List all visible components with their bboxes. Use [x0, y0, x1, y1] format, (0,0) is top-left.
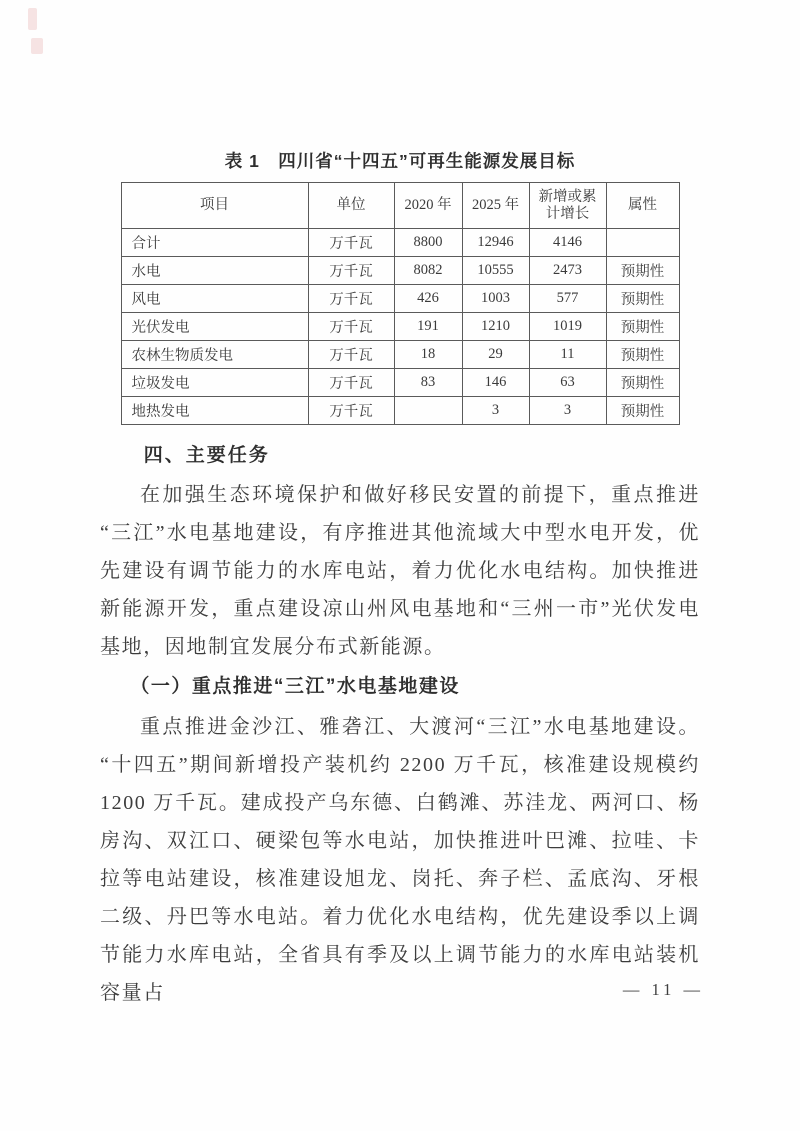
table-row [121, 285, 679, 313]
cell-growth: 11 [529, 341, 606, 369]
scan-artifact-mark [28, 8, 37, 30]
page-number: — 11 — [622, 980, 704, 999]
table-row [121, 397, 679, 425]
cell-unit: 万千瓦 [308, 369, 394, 397]
cell-attr: 预期性 [606, 397, 679, 425]
header-cell-attr: 属性 [606, 183, 679, 229]
header-cell-unit: 单位 [308, 183, 394, 229]
cell-item: 光伏发电 [121, 313, 308, 341]
cell-2025: 146 [462, 369, 529, 397]
cell-attr: 预期性 [606, 257, 679, 285]
table-row [121, 369, 679, 397]
page-content [100, 148, 700, 1012]
cell-attr: 预期性 [606, 313, 679, 341]
cell-attr: 预期性 [606, 285, 679, 313]
cell-growth: 2473 [529, 257, 606, 285]
cell-unit: 万千瓦 [308, 229, 394, 257]
cell-item: 风电 [121, 285, 308, 313]
cell-item: 水电 [121, 257, 308, 285]
cell-attr: 预期性 [606, 341, 679, 369]
header-cell-2025: 2025 年 [462, 183, 529, 229]
cell-item: 地热发电 [121, 397, 308, 425]
header-cell-growth: 新增或累计增长 [529, 183, 606, 229]
paragraph-sanjiang-bases: 重点推进金沙江、雅砻江、大渡河“三江”水电基地建设。“十四五”期间新增投产装机约 2200 万千瓦，核准建设规模约 1200 万千瓦。建成投产乌东德、白鹤滩、苏洼龙、两河口、杨房沟、双江口、硬梁包等水电站，加快推进叶巴滩、拉哇、卡拉等电站建设，核准建设旭龙、岗托、奔子栏、孟底沟、牙根二级、丹巴等水电站。着力优化水电结构，优先建设季以上调节能力水库电站，全省具有季及以上调节能力的水库电站装机容量占 [100, 716, 700, 1004]
table-row [121, 229, 679, 257]
cell-unit: 万千瓦 [308, 313, 394, 341]
cell-unit: 万千瓦 [308, 257, 394, 285]
cell-2025: 3 [462, 397, 529, 425]
header-cell-2020: 2020 年 [394, 183, 462, 229]
cell-growth: 1019 [529, 313, 606, 341]
paragraph-main-tasks: 在加强生态环境保护和做好移民安置的前提下，重点推进“三江”水电基地建设，有序推进其他流域大中型水电开发，优先建设有调节能力的水库电站，着力优化水电结构。加快推进新能源开发，重点建设凉山州风电基地和“三州一市”光伏发电基地，因地制宜发展分布式新能源。 [100, 484, 700, 658]
cell-unit: 万千瓦 [308, 341, 394, 369]
cell-growth: 3 [529, 397, 606, 425]
cell-2025: 1003 [462, 285, 529, 313]
cell-attr: 预期性 [606, 369, 679, 397]
cell-2020: 191 [394, 313, 462, 341]
cell-item: 农林生物质发电 [121, 341, 308, 369]
cell-growth: 63 [529, 369, 606, 397]
cell-2020: 18 [394, 341, 462, 369]
cell-attr [606, 229, 679, 257]
renewable-targets-table [121, 182, 680, 425]
subsection-heading: （一）重点推进“三江”水电基地建设 [130, 676, 460, 697]
cell-2020: 8800 [394, 229, 462, 257]
cell-2025: 1210 [462, 313, 529, 341]
cell-2025: 29 [462, 341, 529, 369]
cell-2020: 8082 [394, 257, 462, 285]
cell-growth: 4146 [529, 229, 606, 257]
scan-artifact-mark [31, 38, 43, 54]
cell-2025: 10555 [462, 257, 529, 285]
header-cell-item: 项目 [121, 183, 308, 229]
table-header-row [121, 183, 679, 229]
section-heading: 四、主要任务 [143, 445, 270, 466]
table-title: 表 1 四川省“十四五”可再生能源发展目标 [224, 151, 576, 171]
cell-2025: 12946 [462, 229, 529, 257]
cell-unit: 万千瓦 [308, 397, 394, 425]
cell-growth: 577 [529, 285, 606, 313]
cell-2020 [394, 397, 462, 425]
cell-item: 垃圾发电 [121, 369, 308, 397]
cell-unit: 万千瓦 [308, 285, 394, 313]
table-row [121, 313, 679, 341]
cell-2020: 426 [394, 285, 462, 313]
cell-2020: 83 [394, 369, 462, 397]
cell-item: 合计 [121, 229, 308, 257]
table-row [121, 341, 679, 369]
table-row [121, 257, 679, 285]
